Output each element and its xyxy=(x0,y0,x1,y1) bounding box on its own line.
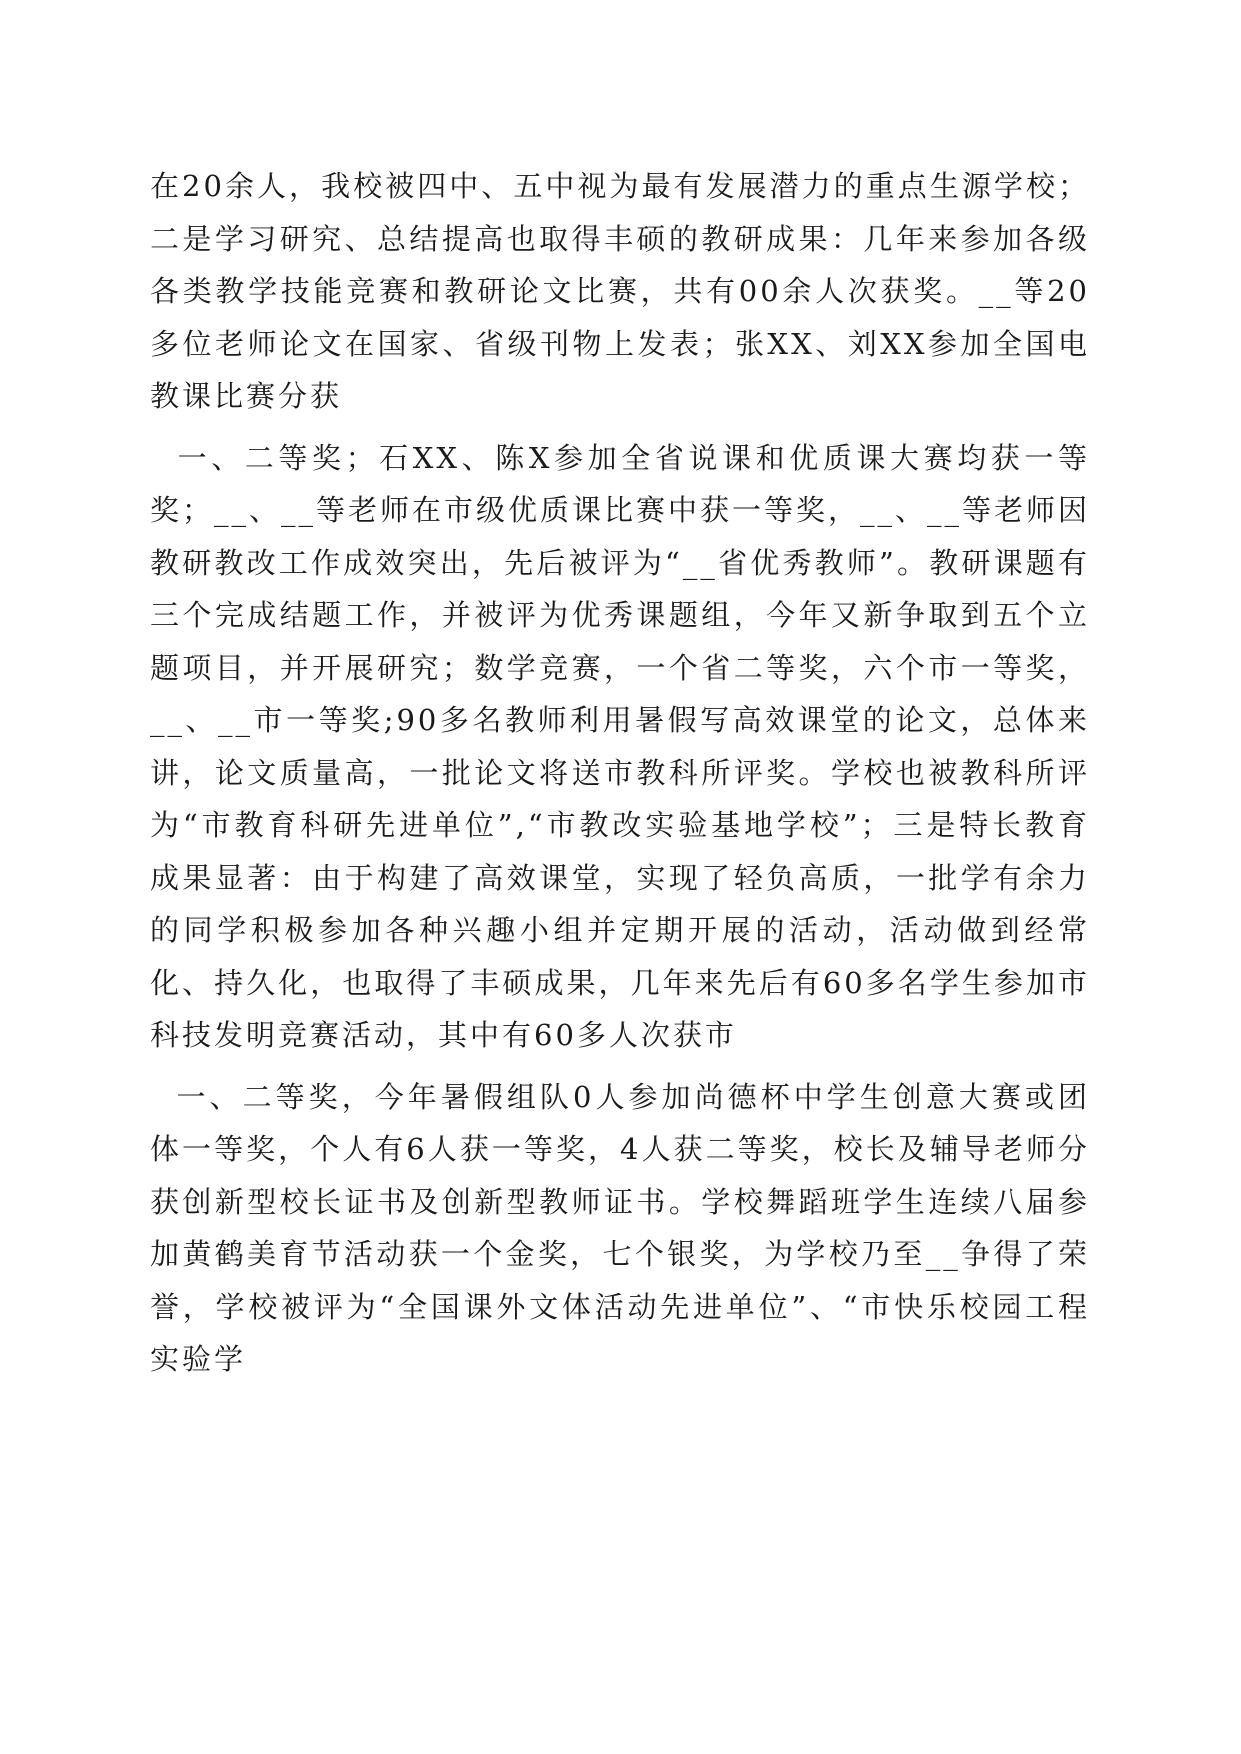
document-body xyxy=(150,160,1090,1395)
paragraph-1: 在20余人，我校被四中、五中视为最有发展潜力的重点生源学校；二是学习研究、总结提高也取得丰硕的教研成果：几年来参加各级各类教学技能竞赛和教研论文比赛，共有00余人次获奖。__等20多位老师论文在国家、省级刊物上发表；张XX、刘XX参加全国电教课比赛分获 xyxy=(150,169,1090,413)
paragraph-2: 一、二等奖；石XX、陈X参加全省说课和优质课大赛均获一等奖；__、__等老师在市级优质课比赛中获一等奖，__、__等老师因教研教改工作成效突出，先后被评为“__省优秀教师”。教研课题有三个完成结题工作，并被评为优秀课题组，今年又新争取到五个立题项目，并开展研究；数学竞赛，一个省二等奖，六个市一等奖，__、__市一等奖;90多名教师利用暑假写高效课堂的论文，总体来讲，论文质量高，一批论文将送市教科所评奖。学校也被教科所评为“市教育科研先进单位”,“市教改实验基地学校”；三是特长教育成果显著：由于构建了高效课堂，实现了轻负高质，一批学有余力的同学积极参加各种兴趣小组并定期开展的活动，活动做到经常化、持久化，也取得了丰硕成果，几年来先后有60多名学生参加市科技发明竞赛活动，其中有60多人次获市 xyxy=(150,440,1091,1052)
paragraph-3: 一、二等奖，今年暑假组队0人参加尚德杯中学生创意大赛或团体一等奖，个人有6人获一等奖，4人获二等奖，校长及辅导老师分获创新型校长证书及创新型教师证书。学校舞蹈班学生连续八届参加黄鹤美育节活动获一个金奖，七个银奖，为学校乃至__争得了荣誉，学校被评为“全国课外文体活动先进单位”、“市快乐校园工程实验学 xyxy=(150,1079,1091,1376)
